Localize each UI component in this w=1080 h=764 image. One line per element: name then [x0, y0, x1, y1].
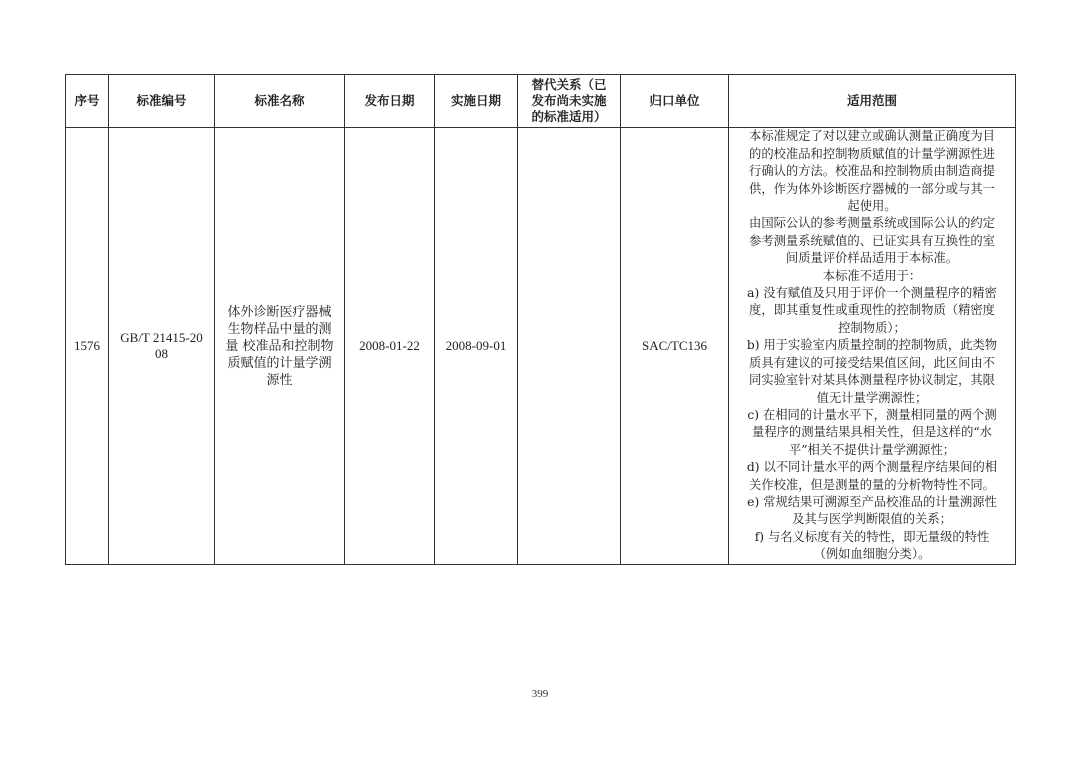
- seq-cell: 1576: [66, 128, 109, 565]
- scope-line: 本标准不适用于：: [822, 268, 922, 283]
- scope-line: f) 与名义标度有关的特性，即无量级的特性: [754, 529, 990, 544]
- header-row: [66, 75, 1016, 128]
- scope-line: 参考测量系统赋值的、已证实具有互换性的室: [749, 233, 995, 248]
- header-std-no: 标准编号: [109, 75, 215, 128]
- scope-line: 间质量评价样品适用于本标准。: [785, 251, 959, 266]
- scope-line: 本标准规定了对以建立或确认测量正确度为目: [749, 129, 995, 144]
- std-no-line1: GB/T 21415-20: [120, 330, 203, 345]
- scope-line: 及其与医学判断限值的关系；: [792, 512, 952, 527]
- std-name-cell: [215, 128, 345, 565]
- scope-line: 度，即其重复性或重现性的控制物质（精密度: [749, 303, 995, 318]
- scope-line: 控制物质）；: [838, 320, 906, 335]
- scope-cell: [729, 128, 1016, 565]
- scope-line: 由国际公认的参考测量系统或国际公认的约定: [749, 216, 995, 231]
- header-seq: 序号: [66, 75, 109, 128]
- unit-cell: SAC/TC136: [621, 128, 729, 565]
- publish-date-cell: 2008-01-22: [345, 128, 435, 565]
- header-replacement-line1: 替代关系（已: [531, 77, 607, 92]
- std-no-cell: [109, 128, 215, 565]
- std-name-line5: 源性: [266, 372, 293, 388]
- scope-line: 值无计量学溯源性；: [816, 390, 928, 405]
- scope-line: 的的校准品和控制物质赋值的计量学溯源性进: [749, 146, 995, 161]
- effective-date-cell: 2008-09-01: [435, 128, 518, 565]
- scope-line: 供，作为体外诊断医疗器械的一部分或与其一: [749, 181, 995, 196]
- header-scope: 适用范围: [729, 75, 1016, 128]
- header-replacement-line2: 发布尚未实施: [531, 93, 607, 108]
- scope-line: 量程序的测量结果具相关性，但是这样的“水: [752, 425, 992, 440]
- std-name-line4: 质赋值的计量学溯: [227, 355, 332, 371]
- scope-line: b) 用于实验室内质量控制的控制物质，此类物: [746, 338, 998, 353]
- header-publish-date: 发布日期: [345, 75, 435, 128]
- page-number: 399: [531, 688, 549, 700]
- header-effective-date: 实施日期: [435, 75, 518, 128]
- scope-line: 同实验室针对某具体测量程序协议制定，其限: [749, 373, 995, 388]
- scope-line: a) 没有赋值及只用于评价一个测量程序的精密: [747, 286, 997, 301]
- header-std-name: 标准名称: [215, 75, 345, 128]
- scope-line: 质具有建议的可接受结果值区间，此区间由不: [749, 355, 995, 370]
- std-name-line3: 量 校准品和控制物: [225, 338, 334, 354]
- standards-table: [65, 74, 1016, 565]
- scope-line: e) 常规结果可溯源至产品校准品的计量溯源性: [747, 494, 997, 509]
- std-no-line2: 08: [155, 346, 168, 361]
- scope-line: （例如血细胞分类）。: [813, 547, 931, 562]
- scope-line: 行确认的方法。校准品和控制物质由制造商提: [749, 164, 995, 179]
- scope-line: c) 在相同的计量水平下，测量相同量的两个测: [747, 407, 997, 422]
- table-row: [66, 128, 1016, 565]
- header-unit: 归口单位: [621, 75, 729, 128]
- scope-line: 起使用。: [847, 199, 897, 214]
- std-name-line2: 生物样品中量的测: [227, 321, 332, 337]
- header-replacement-line3: 的标准适用）: [531, 109, 607, 124]
- header-replacement: [518, 75, 621, 128]
- scope-line: 关作校准，但是测量的量的分析物特性不同。: [749, 477, 995, 492]
- replacement-cell: [518, 128, 621, 565]
- scope-line: d) 以不同计量水平的两个测量程序结果间的相: [746, 460, 998, 475]
- std-name-line1: 体外诊断医疗器械: [227, 304, 332, 320]
- scope-line: 平”相关不提供计量学溯源性；: [788, 442, 956, 457]
